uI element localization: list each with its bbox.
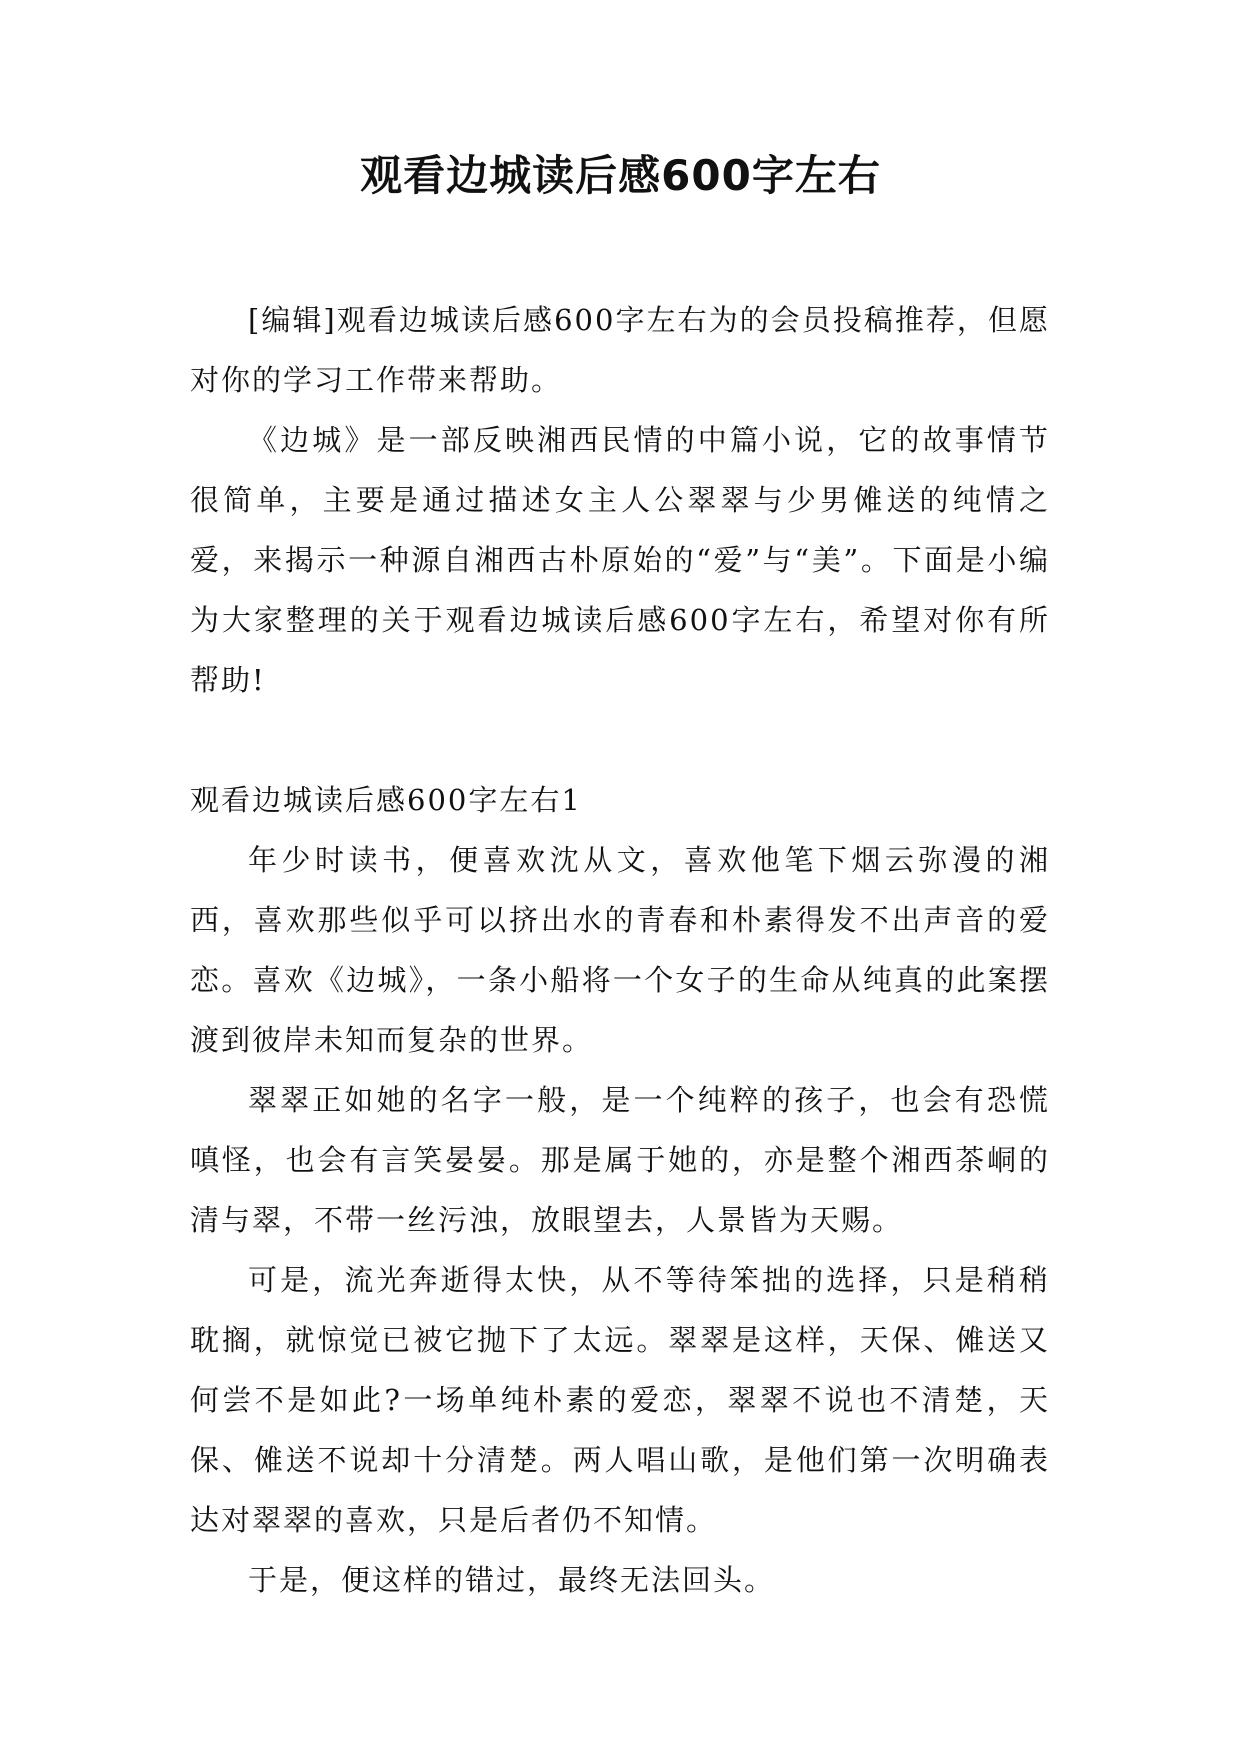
section-paragraph-3: 可是，流光奔逝得太快，从不等待笨拙的选择，只是稍稍耽搁，就惊觉已被它抛下了太远。翠翠是这样，天保、傩送又何尝不是如此?一场单纯朴素的爱恋，翠翠不说也不清楚，天保、傩送不说却十分清楚。两人唱山歌，是他们第一次明确表达对翠翠的喜欢，只是后者仍不知情。 (190, 1263, 1050, 1537)
document-title: 观看边城读后感600字左右 (360, 151, 881, 200)
intro-paragraph-2: 《边城》是一部反映湘西民情的中篇小说，它的故事情节很简单，主要是通过描述女主人公翠翠与少男傩送的纯情之爱，来揭示一种源自湘西古朴原始的“爱”与“美”。下面是小编为大家整理的关于观看边城读后感600字左右，希望对你有所帮助! (190, 423, 1050, 697)
intro-paragraph-1: [编辑]观看边城读后感600字左右为的会员投稿推荐，但愿对你的学习工作带来帮助。 (190, 303, 1050, 397)
section-heading: 观看边城读后感600字左右1 (190, 783, 582, 817)
section-paragraph-4: 于是，便这样的错过，最终无法回头。 (248, 1563, 776, 1597)
section-paragraph-2: 翠翠正如她的名字一般，是一个纯粹的孩子，也会有恐慌嗔怪，也会有言笑晏晏。那是属于她的，亦是整个湘西茶峒的清与翠，不带一丝污浊，放眼望去，人景皆为天赐。 (190, 1083, 1050, 1237)
section-paragraph-1: 年少时读书，便喜欢沈从文，喜欢他笔下烟云弥漫的湘西，喜欢那些似乎可以挤出水的青春和朴素得发不出声音的爱恋。喜欢《边城》，一条小船将一个女子的生命从纯真的此案摆渡到彼岸未知而复杂的世界。 (190, 843, 1050, 1057)
document-body (190, 290, 1050, 1610)
